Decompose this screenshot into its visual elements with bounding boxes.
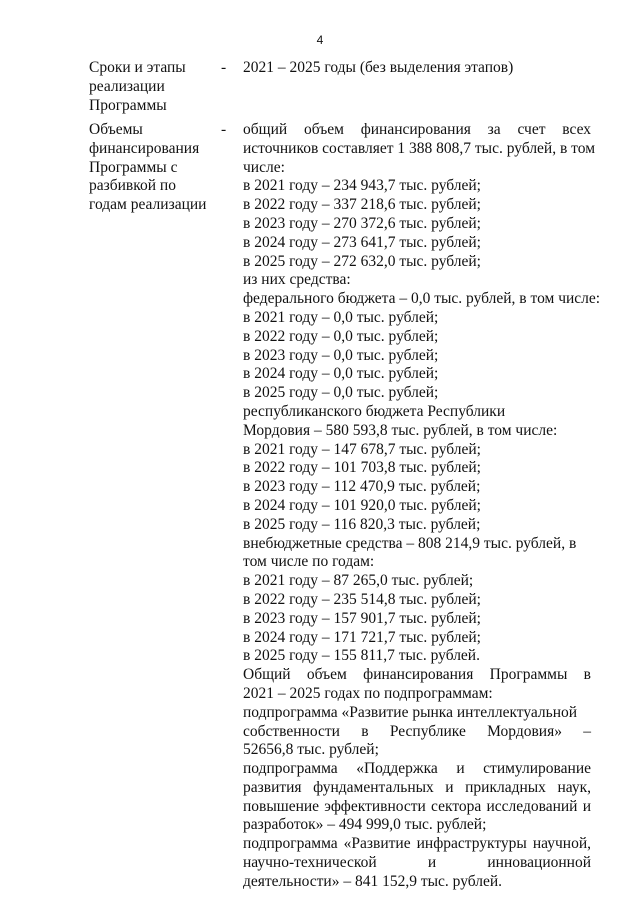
- value-line: Общий объем финансирования Программы в: [243, 666, 591, 684]
- label-line: годам реализации: [89, 196, 207, 214]
- program-terms-label: [89, 59, 214, 115]
- label-line: реализации: [89, 77, 165, 95]
- program-terms-value: [243, 59, 591, 78]
- value-line: общий объем финансирования за счет всех: [243, 121, 591, 138]
- value-line: в 2024 году – 101 920,0 тыс. рублей;: [243, 496, 481, 514]
- label-line: Программы с: [89, 158, 178, 176]
- value-line: в 2024 году – 171 721,7 тыс. рублей;: [243, 628, 481, 646]
- value-line: том числе по годам:: [243, 553, 375, 571]
- value-line: в 2022 году – 235 514,8 тыс. рублей;: [243, 590, 481, 608]
- value-line: разработок» – 494 999,0 тыс. рублей;: [243, 816, 487, 834]
- value-line: в 2025 году – 116 820,3 тыс. рублей;: [243, 515, 481, 533]
- value-line: деятельности» – 841 152,9 тыс. рублей.: [243, 872, 503, 890]
- value-line: 2021 – 2025 годы (без выделения этапов): [243, 59, 514, 76]
- value-line: в 2024 году – 273 641,7 тыс. рублей;: [243, 233, 481, 251]
- value-line: в 2025 году – 272 632,0 тыс. рублей;: [243, 252, 481, 270]
- value-line: федерального бюджета – 0,0 тыс. рублей, в том числе:: [243, 290, 601, 308]
- value-line: в 2021 году – 0,0 тыс. рублей;: [243, 308, 439, 326]
- value-line: в 2025 году – 155 811,7 тыс. рублей.: [243, 647, 480, 665]
- value-line: источников составляет 1 388 808,7 тыс. рублей, в том: [243, 139, 596, 157]
- value-line: 52656,8 тыс. рублей;: [243, 741, 379, 759]
- value-line: в 2022 году – 337 218,6 тыс. рублей;: [243, 196, 481, 214]
- value-line: республиканского бюджета Республики: [243, 402, 506, 420]
- value-line: в 2023 году – 0,0 тыс. рублей;: [243, 346, 439, 364]
- value-line: в 2022 году – 101 703,8 тыс. рублей;: [243, 459, 481, 477]
- value-line: развития фундаментальных и прикладных наук,: [243, 778, 591, 796]
- value-line: внебюджетные средства – 808 214,9 тыс. рублей, в: [243, 534, 577, 552]
- separator-dash: -: [221, 59, 227, 76]
- value-line: числе:: [243, 158, 285, 176]
- value-line: в 2021 году – 234 943,7 тыс. рублей;: [243, 177, 481, 195]
- value-line: собственности в Республике Мордовия» –: [243, 722, 591, 740]
- value-line: в 2021 году – 87 265,0 тыс. рублей;: [243, 572, 474, 590]
- value-line: Мордовия – 580 593,8 тыс. рублей, в том числе:: [243, 421, 558, 439]
- label-line: Сроки и этапы: [89, 59, 186, 76]
- value-line: научно-технической и инновационной: [243, 854, 591, 872]
- value-line: в 2025 году – 0,0 тыс. рублей;: [243, 384, 439, 402]
- value-line: подпрограмма «Развитие инфраструктуры научной,: [243, 835, 591, 853]
- page-number: 4: [316, 33, 324, 47]
- value-line: из них средства:: [243, 271, 351, 289]
- value-line: повышение эффективности сектора исследований и: [243, 797, 591, 815]
- value-line: в 2021 году – 147 678,7 тыс. рублей;: [243, 440, 481, 458]
- label-line: Объемы: [89, 121, 143, 138]
- label-line: разбивкой по: [89, 177, 176, 195]
- value-line: подпрограмма «Поддержка и стимулирование: [243, 760, 591, 778]
- value-line: 2021 – 2025 годах по подпрограммам:: [243, 684, 493, 702]
- funding-volumes-value: [243, 121, 601, 892]
- value-line: в 2024 году – 0,0 тыс. рублей;: [243, 365, 439, 383]
- value-line: в 2023 году – 112 470,9 тыс. рублей;: [243, 478, 481, 496]
- label-line: финансирования: [89, 139, 200, 157]
- funding-volumes-label: [89, 121, 214, 215]
- separator-dash: -: [221, 121, 227, 138]
- value-line: в 2023 году – 157 901,7 тыс. рублей;: [243, 609, 481, 627]
- value-line: в 2023 году – 270 372,6 тыс. рублей;: [243, 214, 481, 232]
- value-line: в 2022 году – 0,0 тыс. рублей;: [243, 327, 439, 345]
- value-line: подпрограмма «Развитие рынка интеллектуальной: [243, 703, 578, 721]
- label-line: Программы: [89, 96, 167, 114]
